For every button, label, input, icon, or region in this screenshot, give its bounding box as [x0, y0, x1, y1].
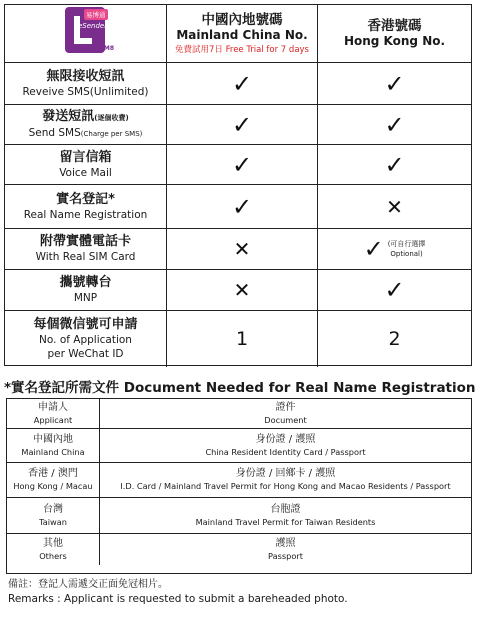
- header-hongkong: [318, 5, 471, 63]
- feature-label-en: Reveive SMS(Unlimited): [22, 85, 149, 98]
- check-icon: ✓: [384, 276, 405, 304]
- doc-document-zh: 台胞證: [270, 503, 301, 515]
- esender-logo: [65, 7, 114, 53]
- remarks-en: Remarks : Applicant is requested to submit a bareheaded photo.: [8, 593, 348, 605]
- doc-header-document-zh: 證件: [275, 401, 296, 413]
- logo-brand: eSender: [78, 22, 108, 30]
- feature-applications: [5, 311, 167, 367]
- doc-applicant-en: Mainland China: [21, 446, 85, 457]
- check-icon: ✓: [384, 150, 405, 179]
- doc-document-others: [100, 534, 471, 565]
- doc-document-en: Mainland Travel Permit for Taiwan Residents: [195, 516, 376, 527]
- feature-label-zh: 留言信箱: [59, 149, 112, 165]
- documents-title: *實名登記所需文件 Document Needed for Real Name Registration: [4, 380, 476, 396]
- check-icon: ✓: [363, 235, 384, 263]
- feature-send-sms: [5, 105, 167, 145]
- doc-document-zh: 護照: [275, 537, 296, 549]
- logo-sub: M8: [103, 45, 114, 52]
- feature-sim-card: [5, 229, 167, 270]
- hongkong-applications: [318, 311, 471, 367]
- optional-note-zh: (可自行選擇: [387, 240, 426, 248]
- hongkong-voice-mail: [318, 145, 471, 185]
- doc-document-en: I.D. Card / Mainland Travel Permit for Hong Kong and Macao Residents / Passport: [120, 481, 451, 491]
- feature-label-zh: 攜號轉台: [59, 275, 112, 290]
- doc-document-mainland: [100, 429, 471, 463]
- check-icon: ✓: [231, 69, 253, 98]
- mainland-receive-sms: [167, 63, 318, 105]
- mainland-send-sms: [167, 105, 318, 145]
- header-mainland: [167, 5, 318, 63]
- doc-header-applicant-zh: 申請人: [38, 401, 68, 413]
- doc-document-hk-macau: [100, 463, 471, 498]
- feature-label-en-2: per WeChat ID: [47, 348, 124, 360]
- feature-receive-sms: [5, 63, 167, 105]
- mainland-applications: [167, 311, 318, 367]
- feature-label-en: With Real SIM Card: [35, 251, 136, 263]
- check-icon: ✓: [231, 192, 253, 221]
- check-icon: ✓: [384, 69, 405, 98]
- cross-icon: ✕: [386, 194, 403, 219]
- logo-l-mark-icon: [74, 16, 92, 44]
- feature-label-en: No. of Application: [39, 334, 132, 346]
- optional-note: [388, 239, 426, 259]
- mainland-voice-mail: [167, 145, 318, 185]
- feature-real-name: [5, 185, 167, 229]
- doc-applicant-en: Hong Kong / Macau: [13, 481, 93, 491]
- mainland-mnp: [167, 270, 318, 311]
- remarks: [8, 578, 348, 606]
- header-hongkong-zh: 香港號碼: [367, 18, 422, 34]
- remarks-zh: 備註：登記人需遞交正面免冠相片。: [8, 579, 168, 590]
- doc-header-document-en: Document: [264, 414, 307, 425]
- application-count: 2: [388, 328, 401, 350]
- header-hongkong-en: Hong Kong No.: [343, 34, 446, 48]
- doc-document-taiwan: [100, 498, 471, 534]
- hongkong-receive-sms: [318, 63, 471, 105]
- header-mainland-en: Mainland China No.: [176, 27, 308, 42]
- feature-label-en: Real Name Registration: [23, 208, 148, 221]
- doc-header-document: [100, 399, 471, 429]
- hongkong-send-sms: [318, 105, 471, 145]
- feature-voice-mail: [5, 145, 167, 185]
- feature-label-zh: 無限接收短訊: [46, 68, 125, 84]
- feature-label-en: MNP: [73, 292, 98, 304]
- doc-applicant-zh: 其他: [43, 537, 63, 549]
- logo-tag: 易博通: [86, 11, 106, 19]
- cross-icon: ✕: [233, 237, 251, 261]
- cross-icon: ✕: [233, 278, 251, 302]
- hongkong-real-name: [318, 185, 471, 229]
- doc-applicant-zh: 香港 / 澳門: [28, 468, 78, 479]
- header-mainland-zh: 中國內地號碼: [201, 11, 283, 28]
- optional-note-en: Optional): [390, 250, 423, 258]
- doc-header-applicant-en: Applicant: [33, 414, 73, 425]
- feature-label-zh: 每個微信號可申請: [33, 317, 138, 332]
- comparison-table: [4, 4, 472, 366]
- doc-document-zh: 身份證 / 護照: [255, 433, 316, 445]
- mainland-real-name: [167, 185, 318, 229]
- hongkong-sim-card: [318, 229, 471, 270]
- feature-label-en: Send SMS(Charge per SMS): [28, 126, 143, 139]
- feature-note-en: (Charge per SMS): [80, 129, 143, 138]
- doc-header-applicant: [7, 399, 100, 429]
- logo-cell: [5, 5, 167, 63]
- check-icon: ✓: [384, 110, 405, 139]
- doc-applicant-others: [7, 534, 100, 565]
- check-icon: ✓: [231, 110, 253, 139]
- feature-mnp: [5, 270, 167, 311]
- check-icon: ✓: [231, 150, 253, 179]
- documents-table: [6, 398, 472, 574]
- feature-label-zh: 實名登記*: [56, 191, 115, 207]
- application-count: 1: [235, 328, 249, 350]
- mainland-sim-card: [167, 229, 318, 270]
- free-trial-note: 免費試用7日 Free Trial for 7 days: [175, 44, 309, 55]
- doc-applicant-zh: 中國內地: [33, 433, 73, 445]
- doc-document-zh: 身份證 / 回鄉卡 / 護照: [235, 468, 336, 479]
- doc-applicant-taiwan: [7, 498, 100, 534]
- feature-note-zh: (逐個收費): [94, 113, 129, 122]
- doc-document-en: China Resident Identity Card / Passport: [205, 446, 366, 457]
- doc-applicant-en: Taiwan: [39, 516, 67, 527]
- doc-applicant-hk-macau: [7, 463, 100, 498]
- doc-applicant-zh: 台灣: [43, 503, 63, 515]
- feature-label-zh: 附帶實體電話卡: [39, 234, 131, 249]
- optional-wrap: [364, 236, 426, 262]
- hongkong-mnp: [318, 270, 471, 311]
- doc-document-en: Passport: [268, 550, 303, 561]
- feature-label-zh: 發送短訊(逐個收費): [42, 108, 129, 124]
- feature-label-en: Voice Mail: [59, 166, 112, 179]
- doc-applicant-en: Others: [39, 550, 67, 561]
- doc-applicant-mainland: [7, 429, 100, 463]
